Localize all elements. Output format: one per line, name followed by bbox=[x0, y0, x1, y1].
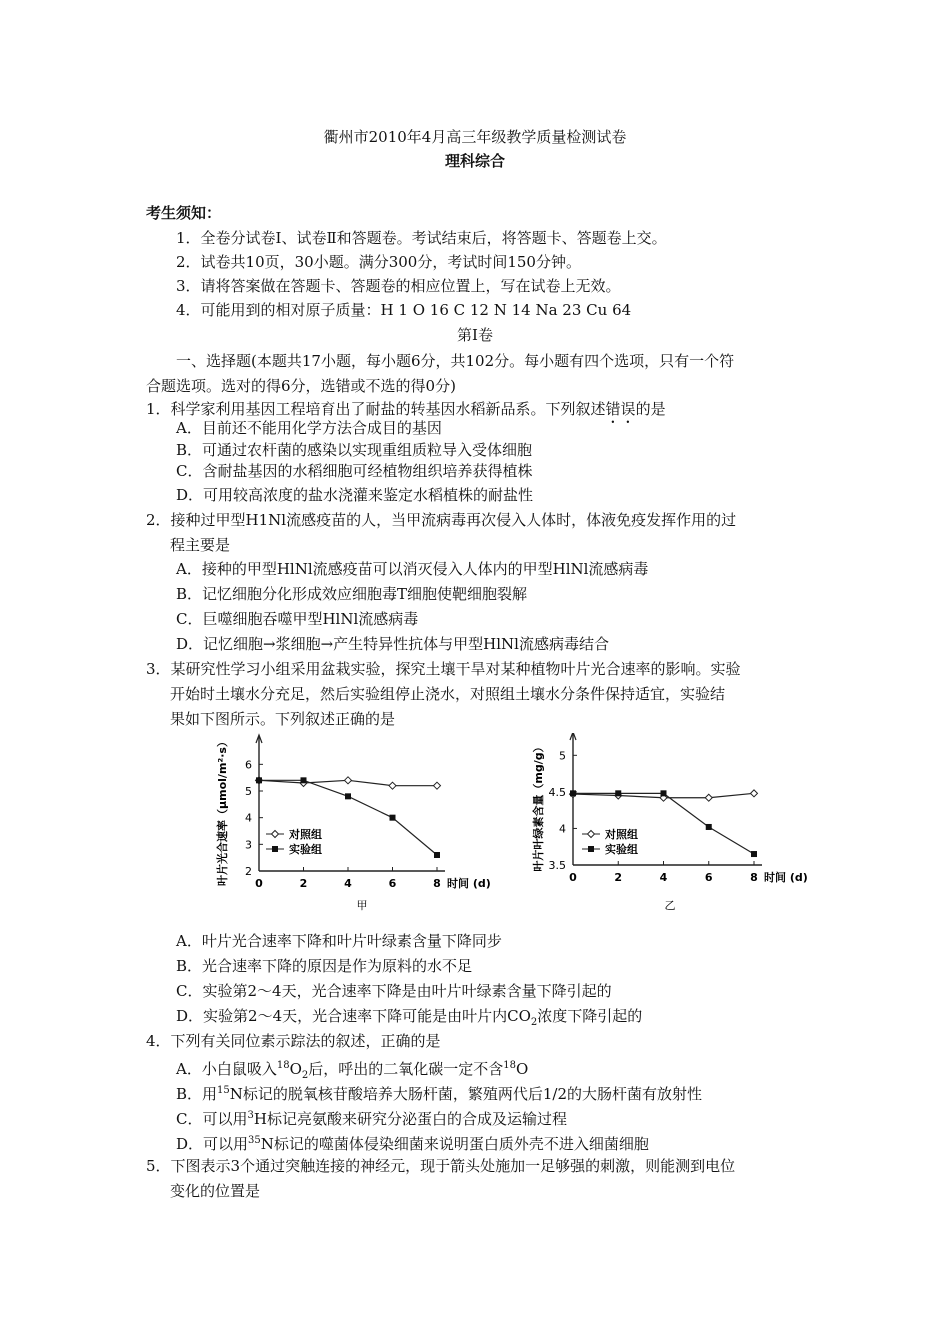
experiment-data-point bbox=[706, 824, 712, 830]
exam-title: 衢州市2010年4月高三年级教学质量检测试卷 bbox=[323, 128, 627, 146]
y-tick-label: 4 bbox=[559, 822, 566, 836]
y-tick-label: 2 bbox=[245, 865, 252, 878]
question-1-option-c: C．含耐盐基因的水稻细胞可经植物组织培养获得植株 bbox=[176, 462, 533, 480]
question-3-stem: 3．某研究性学习小组采用盆栽实验，探究土壤干旱对某种植物叶片光合速率的影响。实验 bbox=[146, 660, 741, 678]
question-4-option-b: B．用$^{15}$N标记的脱氧核苷酸培养大肠杆菌，繁殖两代后1/2的大肠杆菌有放射性 bbox=[176, 1085, 703, 1103]
question-1-option-b: B．可通过农杆菌的感染以实现重组质粒导入受体细胞 bbox=[176, 441, 533, 459]
question-4-stem: 4．下列有关同位素示踪法的叙述，正确的是 bbox=[146, 1032, 441, 1050]
emphasis-text: 错误 bbox=[605, 400, 636, 418]
question-5-stem-cont: 变化的位置是 bbox=[170, 1182, 261, 1200]
legend-label: 对照组 bbox=[289, 828, 322, 841]
legend-marker-diamond-icon bbox=[588, 831, 595, 838]
question-4-option-d: D．可以用$^{35}$N标记的噬菌体侵染细菌来说明蛋白质外壳不进入细菌细胞 bbox=[176, 1135, 649, 1153]
chart-chlorophyll-content bbox=[530, 733, 820, 918]
y-tick-label: 6 bbox=[245, 758, 252, 772]
question-1-option-a: A．目前还不能用化学方法合成目的基因 bbox=[176, 419, 442, 437]
exam-subtitle: 理科综合 bbox=[444, 152, 505, 170]
legend-marker-square-icon bbox=[272, 846, 278, 852]
question-4-option-a: A．小白鼠吸入$^{18}O_2$后，呼出的二氧化碳一定不含$^{18}$O bbox=[176, 1060, 529, 1081]
question-2-option-c: C．巨噬细胞吞噬甲型HlNl流感病毒 bbox=[176, 610, 419, 628]
x-tick-label: 6 bbox=[704, 871, 713, 884]
x-tick-label: 8 bbox=[433, 877, 441, 890]
x-axis-label: 时间 (d) bbox=[447, 877, 491, 890]
question-3-option-d: D．实验第2～4天，光合速率下降可能是由叶片内$CO_2$浓度下降引起的 bbox=[176, 1007, 643, 1028]
notice-item: 2．试卷共10页，30小题。满分300分，考试时间150分钟。 bbox=[176, 253, 581, 271]
x-tick-label: 6 bbox=[388, 877, 397, 890]
experiment-data-point bbox=[256, 777, 262, 783]
experiment-data-point bbox=[434, 852, 440, 858]
control-data-point bbox=[345, 777, 352, 784]
y-tick-label: 5 bbox=[245, 785, 252, 798]
question-3-stem-cont: 果如下图所示。下列叙述正确的是 bbox=[170, 710, 396, 728]
y-tick-label: 5 bbox=[559, 749, 566, 763]
x-tick-label: 8 bbox=[750, 871, 758, 884]
control-data-point bbox=[434, 782, 441, 789]
x-tick-label: 4 bbox=[344, 877, 352, 890]
question-3-option-b: B．光合速率下降的原因是作为原料的水不足 bbox=[176, 957, 473, 975]
x-tick-label: 0 bbox=[255, 877, 263, 890]
control-data-point bbox=[705, 794, 712, 801]
control-data-point bbox=[389, 782, 396, 789]
legend-marker-diamond-icon bbox=[272, 831, 279, 838]
question-4-option-c: C．可以用$^3$H标记亮氨酸来研究分泌蛋白的合成及运输过程 bbox=[176, 1110, 567, 1128]
notice-item: 1．全卷分试卷Ⅰ、试卷Ⅱ和答题卷。考试结束后，将答题卡、答题卷上交。 bbox=[176, 229, 667, 247]
experiment-data-point bbox=[390, 815, 396, 821]
y-tick-label: 4.5 bbox=[548, 785, 566, 799]
question-2-option-d: D．记忆细胞→浆细胞→产生特异性抗体与甲型HlNl流感病毒结合 bbox=[176, 635, 609, 653]
chart-photosynthesis-rate bbox=[212, 733, 512, 918]
legend-marker-square-icon bbox=[588, 846, 594, 852]
experiment-data-point bbox=[751, 851, 757, 857]
chart-caption: 乙 bbox=[664, 899, 676, 912]
x-tick-label: 0 bbox=[569, 871, 577, 884]
y-axis-label: 叶片光合速率（μmol/m²·s） bbox=[216, 736, 229, 886]
x-tick-label: 2 bbox=[614, 871, 623, 884]
experiment-series-line bbox=[259, 780, 437, 855]
section-label: 第Ⅰ卷 bbox=[457, 326, 493, 344]
y-axis-label: 叶片叶绿素含量（mg/g） bbox=[532, 741, 545, 872]
notice-heading: 考生须知： bbox=[146, 204, 222, 222]
experiment-data-point bbox=[661, 790, 667, 796]
question-3-option-c: C．实验第2～4天，光合速率下降是由叶片叶绿素含量下降引起的 bbox=[176, 982, 612, 1000]
question-2-option-a: A．接种的甲型HlNl流感疫苗可以消灭侵入人体内的甲型HlNl流感病毒 bbox=[176, 560, 649, 578]
experiment-data-point bbox=[345, 793, 351, 799]
x-tick-label: 4 bbox=[659, 871, 668, 884]
y-tick-label: 3.5 bbox=[548, 859, 566, 872]
question-2-option-b: B．记忆细胞分化形成效应细胞毒T细胞使靶细胞裂解 bbox=[176, 585, 528, 603]
experiment-data-point bbox=[615, 790, 621, 796]
chart-caption: 甲 bbox=[356, 899, 368, 912]
x-axis-label: 时间 (d) bbox=[764, 871, 808, 884]
question-1-stem: 1．科学家利用基因工程培育出了耐盐的转基因水稻新品系。下列叙述错误的是 bbox=[146, 400, 666, 418]
control-data-point bbox=[751, 790, 758, 797]
question-2-stem: 2．接种过甲型H1Nl流感疫苗的人，当甲流病毒再次侵入人体时，体液免疫发挥作用的过 bbox=[146, 511, 737, 529]
legend-label: 对照组 bbox=[605, 828, 638, 841]
question-5-stem: 5．下图表示3个通过突触连接的神经元，现于箭头处施加一足够强的刺激，则能测到电位 bbox=[146, 1157, 736, 1175]
experiment-data-point bbox=[301, 777, 307, 783]
question-2-stem-cont: 程主要是 bbox=[170, 536, 231, 554]
experiment-series-line bbox=[573, 793, 754, 854]
y-tick-label: 4 bbox=[245, 811, 252, 825]
experiment-data-point bbox=[570, 790, 576, 796]
y-tick-label: 3 bbox=[245, 838, 252, 852]
x-tick-label: 2 bbox=[299, 877, 308, 890]
notice-item: 3．请将答案做在答题卡、答题卷的相应位置上，写在试卷上无效。 bbox=[176, 277, 621, 295]
legend-label: 实验组 bbox=[605, 843, 638, 856]
legend-label: 实验组 bbox=[289, 843, 322, 856]
section-intro: 一、选择题(本题共17小题，每小题6分，共102分。每小题有四个选项，只有一个符 bbox=[176, 352, 735, 370]
question-3-option-a: A．叶片光合速率下降和叶片叶绿素含量下降同步 bbox=[176, 932, 502, 950]
question-1-option-d: D．可用较高浓度的盐水浇灌来鉴定水稻植株的耐盐性 bbox=[176, 486, 534, 504]
section-intro-cont: 合题选项。选对的得6分，选错或不选的得0分) bbox=[146, 377, 456, 395]
notice-item: 4．可能用到的相对原子质量：H 1 O 16 C 12 N 14 Na 23 Cu 64 bbox=[176, 301, 632, 319]
question-3-stem-cont: 开始时土壤水分充足，然后实验组停止浇水，对照组土壤水分条件保持适宜，实验结 bbox=[170, 685, 726, 703]
